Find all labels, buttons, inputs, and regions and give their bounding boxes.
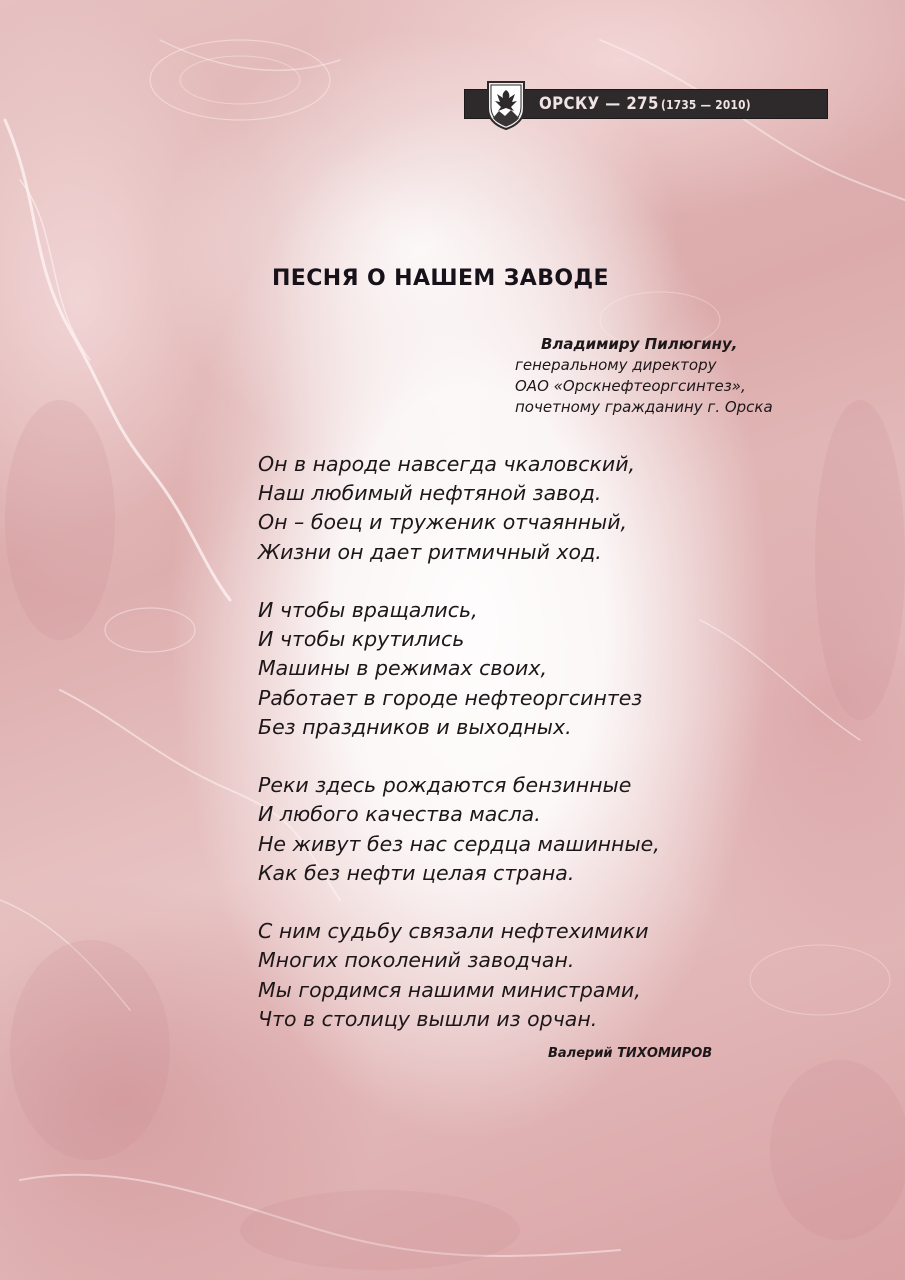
dedication-name: Владимиру Пилюгину, — [541, 335, 738, 353]
poem-line: Что в столицу вышли из орчан. — [258, 1006, 598, 1031]
dedication-line: почетному гражданину г. Орска — [515, 398, 773, 416]
page-title: ПЕСНЯ О НАШЕМ ЗАВОДЕ — [272, 266, 609, 291]
poem-line: Без праздников и выходных. — [258, 714, 572, 739]
poem-stanza — [258, 771, 778, 888]
poem-line: Работает в городе нефтеоргсинтез — [258, 685, 643, 710]
poem-stanza — [258, 917, 778, 1034]
dedication — [505, 334, 825, 418]
city-coat-of-arms-icon — [485, 78, 527, 130]
poem-line: И чтобы вращались, — [258, 598, 478, 622]
poem-line: Он в народе навсегда чкаловский, — [258, 452, 636, 476]
badge-main-text: ОРСКУ — 275 — [539, 94, 659, 114]
badge-years-text: (1735 — 2010) — [661, 98, 752, 112]
poem-line: Не живут без нас сердца машинные, — [258, 831, 660, 856]
poem-line: Как без нефти целая страна. — [258, 860, 575, 885]
poem-line: С ним судьбу связали нефтехимики — [258, 919, 649, 944]
poem-line: И любого качества масла. — [258, 802, 541, 827]
author-signature: Валерий ТИХОМИРОВ — [548, 1046, 713, 1061]
poem-line: Машины в режимах своих, — [258, 656, 547, 681]
poem-line: Он – боец и труженик отчаянный, — [258, 510, 628, 535]
poem-line: Мы гордимся нашими министрами, — [258, 977, 641, 1002]
dedication-line: генеральному директору — [515, 356, 717, 374]
poem-line: Многих поколений заводчан. — [258, 948, 575, 973]
poem-line: И чтобы крутились — [258, 627, 465, 652]
anniversary-badge — [465, 90, 827, 118]
poem-line: Жизни он дает ритмичный ход. — [258, 539, 602, 564]
badge-text — [539, 90, 763, 118]
poem-line: Реки здесь рождаются бензинные — [258, 773, 632, 798]
poem — [258, 450, 778, 1034]
poem-line: Наш любимый нефтяной завод. — [258, 481, 602, 506]
dedication-line: ОАО «Орскнефтеоргсинтез», — [515, 377, 746, 395]
poem-stanza — [258, 450, 778, 567]
poem-stanza — [258, 596, 778, 742]
